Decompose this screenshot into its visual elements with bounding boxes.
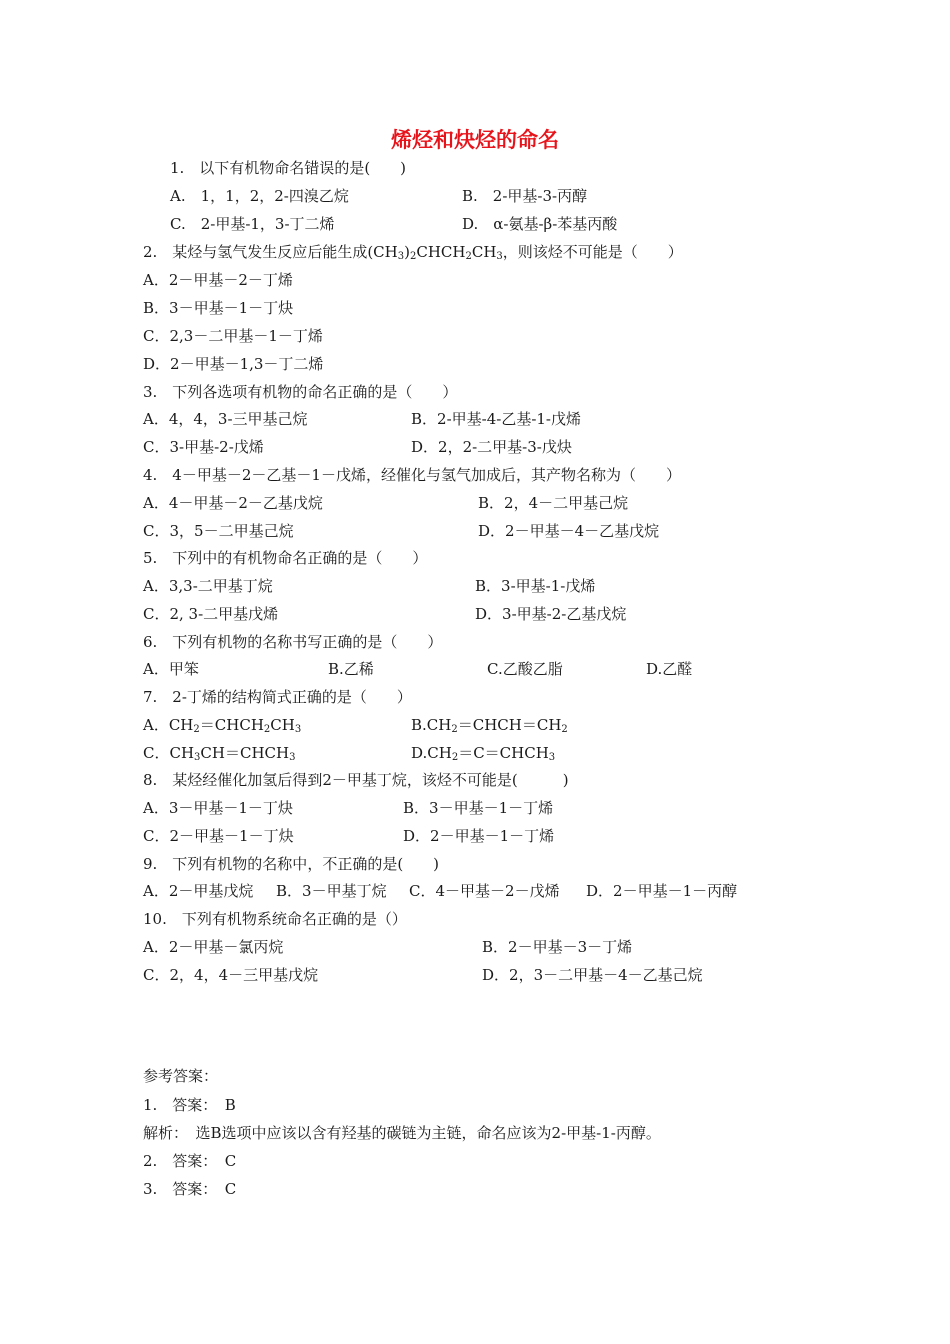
question-2-stem: 2. 某烃与氢气发生反应后能生成$(CH_3)_2CHCH_2CH_3$，则该烃不可能是（ ） [143, 243, 683, 262]
answer-1: 1. 答案： B [143, 1096, 236, 1114]
question-10-option-c: C．2，4，4－三甲基戊烷 [143, 966, 319, 984]
answers-heading: 参考答案： [143, 1067, 219, 1085]
question-3-option-a: A．4，4，3-三甲基己烷 [143, 410, 308, 428]
question-3-option-b: B．2-甲基-4-乙基-1-戊烯 [411, 410, 581, 428]
page-title: 烯烃和炔烃的命名 [391, 128, 559, 152]
question-8-stem: 8. 某烃经催化加氢后得到2－甲基丁烷，该烃不可能是( ) [143, 771, 569, 789]
question-9-option-a: A．2－甲基戊烷 [143, 882, 254, 900]
question-9-option-c: C．4－甲基－2－戊烯 [409, 882, 560, 900]
question-6-option-b: B.乙稀 [328, 660, 374, 678]
question-10-stem: 10. 下列有机物系统命名正确的是（） [143, 910, 407, 928]
question-3-stem: 3. 下列各选项有机物的命名正确的是（ ） [143, 383, 458, 401]
question-1-option-b: B. 2-甲基-3-丙醇 [462, 187, 588, 205]
question-2-option-d: D．2－甲基－1,3－丁二烯 [143, 355, 324, 373]
question-7-option-a: A．$CH_2=CHCH_2CH_3$ [143, 716, 302, 735]
question-8-option-d: D．2－甲基－1－丁烯 [403, 827, 555, 845]
question-10-option-b: B．2－甲基－3－丁烯 [482, 938, 633, 956]
question-1-option-d: D. α-氨基-β-苯基丙酸 [462, 215, 618, 233]
question-9-option-d: D．2－甲基－1－丙醇 [586, 882, 738, 900]
question-4-option-b: B．2，4－二甲基己烷 [478, 494, 629, 512]
question-5-option-a: A．3,3-二甲基丁烷 [143, 577, 273, 595]
question-4-stem: 4. 4－甲基－2－乙基－1－戊烯，经催化与氢气加成后，其产物名称为（ ） [143, 466, 681, 484]
question-8-option-c: C．2－甲基－1－丁炔 [143, 827, 294, 845]
question-7-stem: 7. 2-丁烯的结构简式正确的是（ ） [143, 688, 412, 706]
question-1-stem: 1. 以下有机物命名错误的是( ) [170, 159, 407, 177]
question-4-option-d: D．2－甲基－4－乙基戊烷 [478, 522, 660, 540]
question-5-option-d: D．3-甲基-2-乙基戊烷 [475, 605, 627, 623]
question-3-option-d: D．2，2-二甲基-3-戊炔 [411, 438, 572, 456]
question-4-option-c: C．3，5－二甲基己烷 [143, 522, 294, 540]
question-4-option-a: A．4－甲基－2－乙基戊烷 [143, 494, 323, 512]
question-6-option-d: D.乙醛 [646, 660, 693, 678]
question-6-option-c: C.乙酸乙脂 [487, 660, 563, 678]
question-2-option-c: C．2,3－二甲基－1－丁烯 [143, 327, 323, 345]
question-5-option-c: C．2, 3-二甲基戊烯 [143, 605, 279, 623]
question-10-option-a: A．2－甲基－氯丙烷 [143, 938, 284, 956]
question-6-stem: 6. 下列有机物的名称书写正确的是（ ） [143, 633, 443, 651]
answer-2: 2. 答案： C [143, 1152, 237, 1170]
question-7-option-b: $B.CH_2=CHCH=CH_2$ [411, 716, 568, 735]
question-2-option-b: B．3－甲基－1－丁炔 [143, 299, 294, 317]
answer-3: 3. 答案： C [143, 1180, 237, 1198]
question-9-stem: 9. 下列有机物的名称中，不正确的是( ) [143, 855, 440, 873]
question-7-option-c: C．$CH_3CH=CHCH_3$ [143, 744, 296, 763]
answer-1-analysis: 解析： 选B选项中应该以含有羟基的碳链为主链，命名应该为2-甲基-1-丙醇。 [143, 1124, 661, 1142]
question-7-option-d: $D.CH_2=C=CHCH_3$ [411, 744, 556, 763]
question-1-option-a: A. 1，1，2，2-四溴乙烷 [170, 187, 349, 205]
question-5-stem: 5. 下列中的有机物命名正确的是（ ） [143, 549, 428, 567]
question-6-option-a: A．甲笨 [143, 660, 199, 678]
question-3-option-c: C．3-甲基-2-戊烯 [143, 438, 264, 456]
question-10-option-d: D．2，3－二甲基－4－乙基己烷 [482, 966, 703, 984]
question-9-option-b: B．3－甲基丁烷 [276, 882, 387, 900]
question-5-option-b: B．3-甲基-1-戊烯 [475, 577, 596, 595]
question-1-option-c: C. 2-甲基-1，3-丁二烯 [170, 215, 335, 233]
question-2-option-a: A．2－甲基－2－丁烯 [143, 271, 293, 289]
question-8-option-b: B．3－甲基－1－丁烯 [403, 799, 554, 817]
question-8-option-a: A．3－甲基－1－丁炔 [143, 799, 293, 817]
